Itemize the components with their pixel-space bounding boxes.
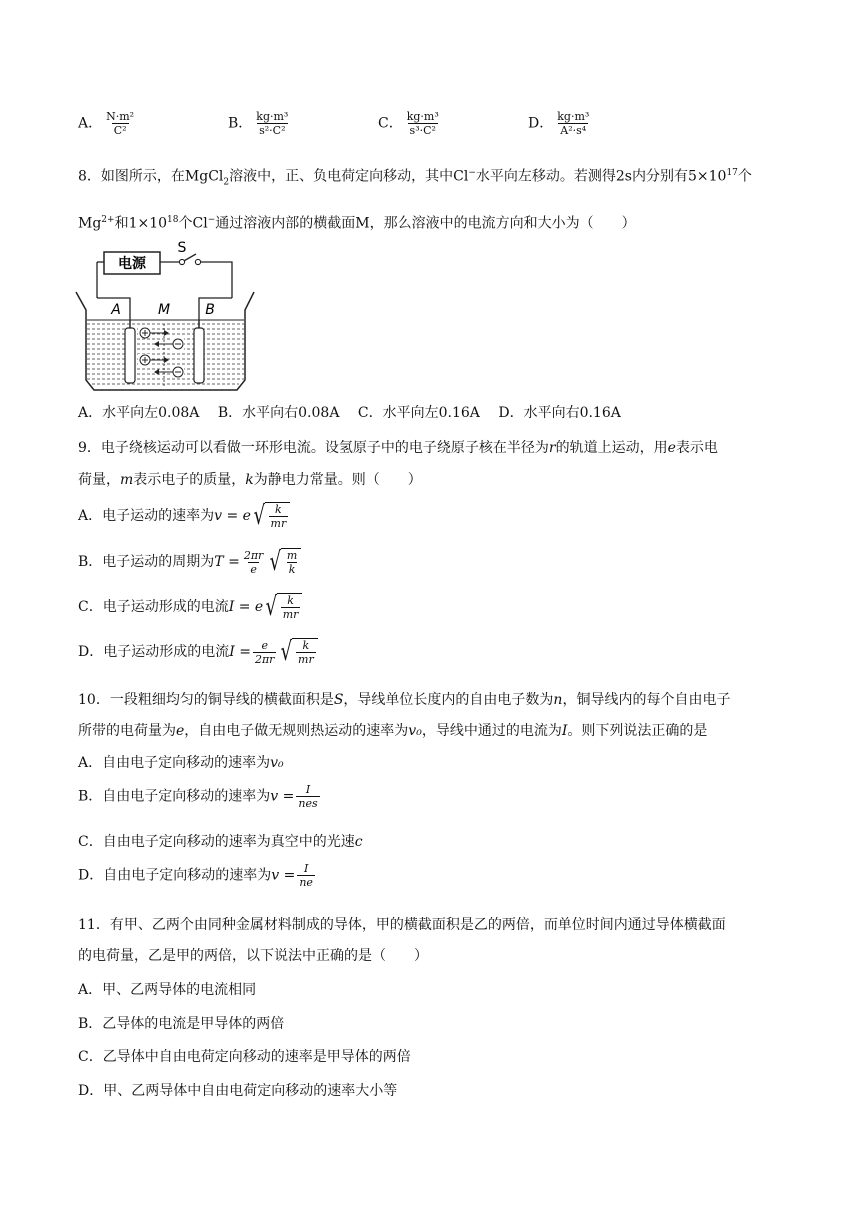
switch-contact-left — [179, 259, 184, 264]
q7-option-d: D． $\frac{\text{kg·m³}}{\text{A²·s⁴}}$ — [528, 110, 590, 137]
cross-section-m-label: M — [157, 302, 171, 318]
q8-option-b: B．水平向右0.08A — [217, 405, 340, 421]
q10-option-a: A．自由电子定向移动的速率为v₀ — [78, 755, 284, 771]
q11-stem-line1: 11．有甲、乙两个由同种金属材料制成的导体，甲的横截面积是乙的两倍，而单位时间内通过导体横截面 — [78, 917, 726, 933]
electrode-a-label: A — [111, 302, 121, 318]
q10-option-b: B．自由电子定向移动的速率为v = $\frac{I}{\text{nes}}$ — [78, 783, 318, 810]
electrode-b-label: B — [205, 302, 215, 318]
negative-ion-1 — [154, 338, 184, 350]
q11-option-b: B．乙导体的电流是甲导体的两倍 — [78, 1016, 285, 1032]
q8-electrolysis-figure — [72, 240, 257, 395]
q8-option-a: A．水平向左0.08A — [78, 405, 200, 421]
switch-contact-right — [195, 259, 200, 264]
q7-option-c: C． $\frac{\text{kg·m³}}{\text{s³·C²}}$ — [378, 110, 439, 137]
q10-option-d: D．自由电子定向移动的速率为v = $\frac{I}{ne}$ — [78, 862, 313, 889]
switch-label: S — [177, 240, 187, 256]
q9-option-c: C．电子运动形成的电流I = e √ $\frac{k}{mr}$ — [78, 593, 302, 621]
q9-stem-line2: 荷量，m表示电子的质量，k为静电力常量。则（ ） — [78, 472, 422, 488]
power-source-label: 电源 — [118, 256, 146, 272]
q11-option-a: A．甲、乙两导体的电流相同 — [78, 982, 257, 998]
electrode-a — [125, 328, 135, 383]
q9-option-b: B．电子运动的周期为T = $\frac{2\pi r}{e}$ √ $\frac{m}{k}$ — [78, 548, 301, 576]
q9-stem-line1: 9．电子绕核运动可以看做一环形电流。设氢原子中的电子绕原子核在半径为r的轨道上运动，用e表示电 — [78, 440, 718, 456]
q8-option-c: C．水平向左0.16A — [357, 405, 480, 421]
q7-option-b: B． $\frac{\text{kg·m³}}{\text{s²·C²}}$ — [228, 110, 289, 137]
q10-stem-line2: 所带的电荷量为e，自由电子做无规则热运动的速率为v₀，导线中通过的电流为I。则下列说法正确的是 — [78, 723, 708, 739]
q11-stem-line2: 的电荷量，乙是甲的两倍，以下说法中正确的是（ ） — [78, 948, 428, 964]
q8-stem-line1: 8．如图所示，在MgCl$_2$溶液中，正、负电荷定向移动，其中Cl−水平向左移动。若测得2s内分别有$5\times 10^{17}$个 — [78, 168, 752, 188]
negative-ion-2 — [154, 366, 184, 378]
q11-option-d: D．甲、乙两导体中自由电荷定向移动的速率大小等 — [78, 1083, 398, 1099]
q8-stem-line2: $Mg^{2+}$和$1\times 10^{18}$个Cl−通过溶液内部的横截面M，那么溶液中的电流方向和大小为（ ） — [78, 215, 636, 232]
q8-options — [78, 403, 621, 423]
q9-option-d: D．电子运动形成的电流I = $\frac{e}{2\pi r}$ √ $\frac{k}{mr}$ — [78, 638, 318, 666]
q8-option-d: D．水平向右0.16A — [498, 405, 621, 421]
electrode-b — [194, 328, 204, 383]
q10-option-c: C．自由电子定向移动的速率为真空中的光速c — [78, 834, 363, 850]
q11-option-c: C．乙导体中自由电荷定向移动的速率是甲导体的两倍 — [78, 1049, 411, 1065]
q9-option-a: A．电子运动的速率为v = e √ $\frac{k}{mr}$ — [78, 502, 290, 530]
q10-stem-line1: 10．一段粗细均匀的铜导线的横截面积是S，导线单位长度内的自由电子数为n，铜导线内的每个自由电子 — [78, 692, 731, 708]
q7-option-a: A． $\frac{\text{N·m²}}{\text{C²}}$ — [78, 110, 135, 137]
